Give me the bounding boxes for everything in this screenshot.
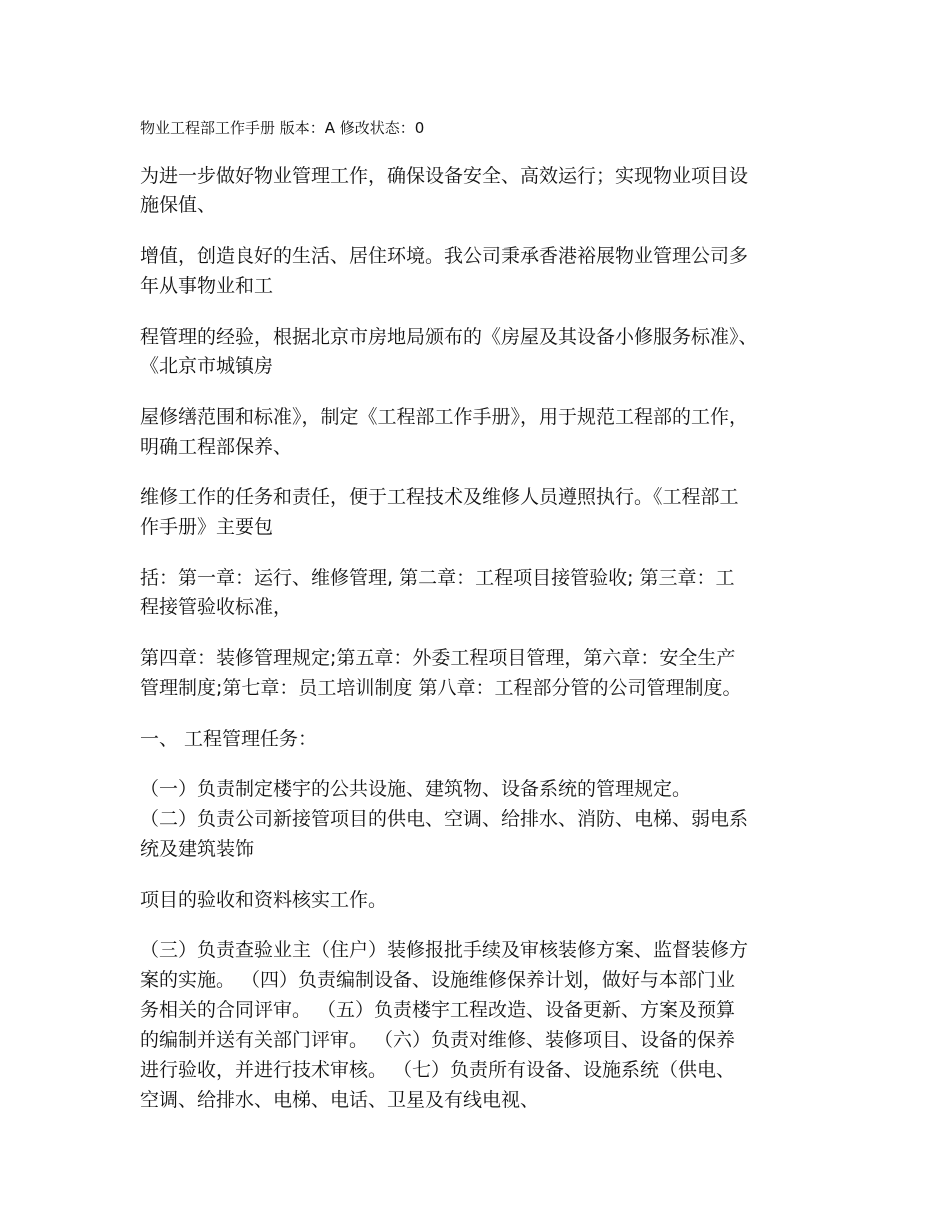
paragraph-line: 维修工作的任务和责任，便于工程技术及维修人员遵照执行。《工程部工 — [140, 486, 739, 508]
paragraph-line: 务相关的合同评审。 （五）负责楼宇工程改造、设备更新、方案及预算 — [140, 999, 736, 1021]
document-header: 物业工程部工作手册 版本：A 修改状态：0 — [140, 119, 425, 137]
paragraph-line: 程接管验收标准， — [140, 596, 293, 618]
paragraph-line: （一）负责制定楼宇的公共设施、建筑物、设备系统的管理规定。 — [140, 778, 692, 800]
paragraph-line: 屋修缮范围和标准》，制定《工程部工作手册》，用于规范工程部的工作， — [140, 406, 749, 428]
paragraph-line: 空调、给排水、电梯、电话、卫星及有线电视、 — [140, 1089, 540, 1111]
paragraph-line: 管理制度;第七章：员工培训制度 第八章：工程部分管的公司管理制度。 — [140, 677, 742, 699]
paragraph-line: 增值，创造良好的生活、居住环境。我公司秉承香港裕展物业管理公司多 — [140, 245, 749, 267]
section-heading: 一、 工程管理任务： — [140, 728, 318, 750]
paragraph-line: （二）负责公司新接管项目的供电、空调、给排水、消防、电梯、弱电系 — [140, 808, 749, 830]
paragraph-line: 作手册》主要包 — [140, 516, 274, 538]
paragraph-line: 括：第一章：运行、维修管理, 第二章：工程项目接管验收; 第三章：工 — [140, 567, 735, 589]
paragraph-line: 年从事物业和工 — [140, 275, 274, 297]
paragraph-line: 进行验收，并进行技术审核。 （七）负责所有设备、设施系统（供电、 — [140, 1059, 736, 1081]
paragraph-line: 统及建筑装饰 — [140, 838, 255, 860]
paragraph-line: 《北京市城镇房 — [140, 355, 274, 377]
paragraph-line: 案的实施。 （四）负责编制设备、设施维修保养计划，做好与本部门业 — [140, 969, 736, 991]
paragraph-line: 第四章：装修管理规定;第五章：外委工程项目管理，第六章：安全生产 — [140, 647, 736, 669]
paragraph-line: 为进一步做好物业管理工作，确保设备安全、高效运行；实现物业项目设 — [140, 165, 749, 187]
paragraph-line: 程管理的经验，根据北京市房地局颁布的《房屋及其设备小修服务标准》、 — [140, 326, 758, 348]
paragraph-line: 项目的验收和资料核实工作。 — [140, 889, 388, 911]
paragraph-line: （三）负责查验业主（住户）装修报批手续及审核装修方案、监督装修方 — [140, 939, 749, 961]
paragraph-line: 施保值、 — [140, 194, 217, 216]
paragraph-line: 的编制并送有关部门评审。 （六）负责对维修、装修项目、设备的保养 — [140, 1029, 736, 1051]
paragraph-line: 明确工程部保养、 — [140, 436, 293, 458]
